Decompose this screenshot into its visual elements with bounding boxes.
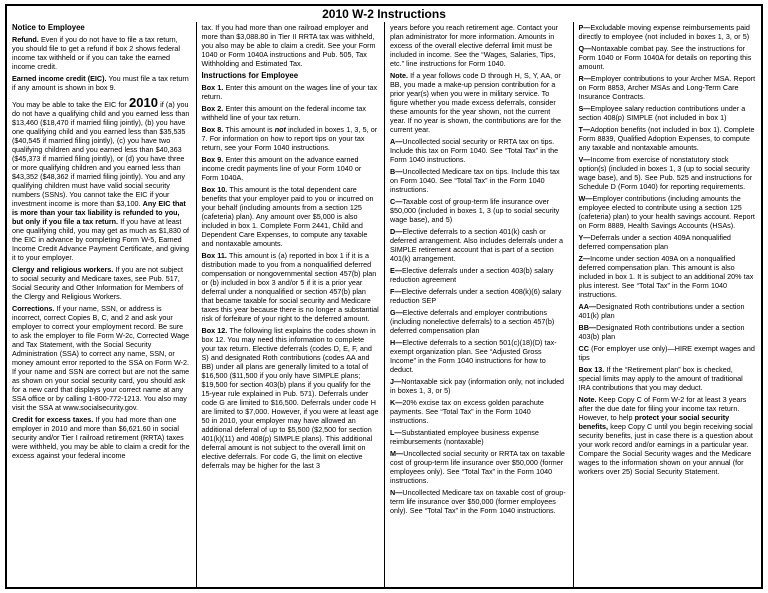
text-segment: (For employer use only)—HIRE exempt wages and tips — [578, 344, 755, 362]
paragraph — [202, 104, 380, 122]
paragraph — [390, 266, 568, 284]
text-segment: Enter this amount on the wages line of your tax return. — [201, 83, 378, 101]
text-segment: F— — [390, 287, 402, 296]
text-segment: 20% excise tax on excess golden parachute payments. See “Total Tax” in the Form 1040 instructions. — [390, 398, 544, 425]
text-segment: Box 1. — [201, 83, 224, 92]
text-segment: Designated Roth contributions under a section 403(b) plan — [578, 323, 745, 341]
text-segment: G— — [390, 308, 403, 317]
paragraph — [579, 302, 757, 320]
text-segment: Box 11. — [201, 251, 227, 260]
paragraph — [390, 428, 568, 446]
document-frame — [5, 4, 763, 589]
paragraph — [579, 254, 757, 299]
text-segment: E— — [390, 266, 402, 275]
paragraph — [12, 35, 191, 71]
text-segment: V— — [578, 155, 591, 164]
text-segment: Box 2. — [201, 104, 224, 113]
paragraph — [202, 185, 380, 248]
paragraph — [390, 287, 568, 305]
paragraph — [579, 23, 757, 41]
text-segment: Z— — [578, 254, 591, 263]
text-segment: T— — [578, 125, 591, 134]
text-segment: You may be able to take the EIC for — [12, 100, 130, 109]
paragraph — [202, 23, 380, 68]
paragraph — [202, 155, 380, 182]
paragraph — [12, 74, 191, 92]
text-segment: Any EIC that is more than your tax liability is refunded to you, but only if you file a tax return. — [12, 199, 186, 226]
text-segment: Earned income credit (EIC). — [12, 74, 107, 83]
text-segment: Taxable cost of group-term life insurance over $50,000 (included in boxes 1, 3 (up to social security wage base), and 5) — [390, 197, 560, 224]
text-segment: H— — [390, 338, 403, 347]
paragraph — [579, 344, 757, 362]
text-segment: This amount is (a) reported in box 1 if it is a distribution made to you from a nonqualified deferred compensation or nongovernmental section 457(b) plan or (b) included in box 3 and/or 5 if it is a prior year deferral under a nonqualified or section 457(b) plan that became taxable for social security and Medicare taxes this year because there is no longer a substantial risk of forfeiture of your right to the deferred amount. — [201, 251, 379, 323]
paragraph — [579, 365, 757, 392]
text-segment: included in boxes 1, 3, 5, or 7. For information on how to report tips on your tax return, see your Form 1040 instructions. — [201, 125, 378, 152]
paragraph — [202, 251, 380, 323]
text-segment: Keep Copy C of Form W-2 for at least 3 years after the due date for filing your income tax return. However, to help — [578, 395, 747, 422]
text-segment: Box 12. — [201, 326, 228, 335]
text-segment: Clergy and religious workers. — [12, 265, 114, 274]
paragraph — [12, 95, 191, 262]
text-segment: You must file a tax return if any amount is shown in box 9. — [12, 74, 189, 92]
paragraph — [390, 377, 568, 395]
text-segment: years before you reach retirement age. Contact your plan administrator for more information. Amounts in excess of the overall elective deferral limit must be included in income. See the “Wages, Salaries, Tips, etc.” line instructions for Form 1040. — [390, 23, 558, 68]
paragraph — [202, 83, 380, 101]
text-segment: Enter this amount on the advance earned income credit payments line of your Form 1040 or Form 1040A. — [201, 155, 362, 182]
paragraph — [579, 395, 757, 476]
paragraph — [390, 137, 568, 164]
text-segment: Box 8. — [201, 125, 224, 134]
text-segment: Box 10. — [201, 185, 228, 194]
text-segment: Y— — [578, 233, 591, 242]
text-segment: Notice to Employee — [12, 23, 85, 32]
text-segment: Employee salary reduction contributions under a section 408(p) SIMPLE (not included in box 1) — [578, 104, 746, 122]
text-segment: The following list explains the codes shown in box 12. You may need this information to complete your tax return. Elective deferrals (codes D, E, F, and S) and designated Roth contributions (codes AA and BB) under all plans are generally limited to a total of $16,500 ($11,500 if you only have SIMPLE plans; $19,500 for section 403(b) plans if you qualify for the 15-year rule explained in Pub. 571). Deferrals under code G are limited to $16,500. Deferrals under code H are limited to $7,000. However, if you were at least age 50 in 2010, your employer may have allowed an additional deferral of up to $5,500 ($2,500 for section 401(k)(11) and 408(p) SIMPLE plans). This additional deferral amount is not subject to the overall limit on elective deferrals. For code G, the limit on elective deferrals may be higher for the last 3 — [201, 326, 379, 470]
text-segment: Refund. — [12, 35, 39, 44]
text-column-1 — [7, 22, 196, 587]
text-segment: AA— — [578, 302, 597, 311]
text-segment: R— — [578, 74, 591, 83]
text-segment: P— — [578, 23, 591, 32]
text-segment: If your name, SSN, or address is incorrect, correct Copies B, C, and 2 and ask your employer to correct your employment record. Be sure to ask the employer to file Form W-2c, Corrected Wage and Tax Statement, with the Social Security Administration (SSA) to correct any name, SSN, or money amount error reported to the SSA on Form W-2. If your name and SSN are correct but are not the same as shown on your social security card, you should ask for a new card that displays your correct name at any SSA office or by calling 1-800-772-1213. You also may visit the SSA at www.socialsecurity.gov. — [12, 304, 190, 412]
text-segment: Enter this amount on the federal income tax withheld line of your tax return. — [201, 104, 366, 122]
text-segment: Designated Roth contributions under a section 401(k) plan — [578, 302, 745, 320]
text-segment: Note. — [578, 395, 597, 404]
paragraph — [390, 23, 568, 68]
paragraph — [12, 304, 191, 412]
text-segment: Box 9. — [201, 155, 224, 164]
text-segment: Employer contributions to your Archer MSA. Report on Form 8853, Archer MSAs and Long-Term Care Insurance Contracts. — [578, 74, 756, 101]
paragraph — [202, 125, 380, 152]
text-segment: Nontaxable sick pay (information only, not included in boxes 1, 3, or 5) — [390, 377, 565, 395]
page-title: 2010 W-2 Instructions — [322, 7, 446, 21]
paragraph — [12, 415, 191, 460]
text-segment: D— — [390, 227, 403, 236]
text-segment: Adoption benefits (not included in box 1). Complete Form 8839, Qualified Adoption Expenses, to compute any taxable and nontaxable amounts. — [578, 125, 755, 152]
text-segment: Nontaxable combat pay. See the instructions for Form 1040 or Form 1040A for details on reporting this amount. — [578, 44, 752, 71]
text-segment: If a year follows code D through H, S, Y, AA, or BB, you made a make-up pension contribution for a prior year(s) when you were in military service. To figure whether you made excess deferrals, consider these amounts for the year shown, not the current year. If no year is shown, the contributions are for the current year. — [390, 71, 561, 134]
paragraph — [390, 488, 568, 515]
columns-container — [7, 22, 761, 587]
text-segment: A— — [390, 137, 403, 146]
paragraph — [390, 197, 568, 224]
paragraph — [579, 194, 757, 230]
paragraph — [202, 326, 380, 470]
text-segment: K— — [390, 398, 403, 407]
paragraph — [390, 71, 568, 134]
paragraph — [579, 233, 757, 251]
text-segment: If you have at least one qualifying child, you may get as much as $1,830 of the EIC in advance by completing Form W-5, Earned Income Credit Advance Payment Certificate, and giving it to your employer. — [12, 217, 190, 262]
text-segment: If you are not subject to social security and Medicare taxes, see Pub. 517, Social Security and Other Information for Members of the Clergy and Religious Workers. — [12, 265, 184, 301]
text-segment: Box 13. — [578, 365, 605, 374]
section-heading — [12, 23, 191, 32]
paragraph — [579, 125, 757, 152]
text-segment: if (a) you do not have a qualifying child and you earned less than $13,460 ($18,470 if married filing jointly), (b) you have one qualifying child and you earned less than $35,535 ($40,545 if married filing jointly), (c) you have two qualifying children and you earned less than $40,363 ($45,373 if married filing jointly), or (d) you have three or more qualifying children and you earned less than $43,352 ($48,362 if married filing jointly). You and any qualifying children must have valid social security numbers (SSNs). You cannot take the EIC if your investment income is more than $3,100. — [12, 100, 190, 208]
text-segment: Deferrals under a section 409A nonqualified deferred compensation plan — [578, 233, 731, 251]
text-segment: N— — [390, 488, 403, 497]
text-segment: not — [274, 125, 286, 134]
text-segment: Note. — [390, 71, 408, 80]
paragraph — [12, 265, 191, 301]
text-segment: If the “Retirement plan” box is checked, special limits may apply to the amount of traditional IRA contributions that you may deduct. — [578, 365, 743, 392]
text-segment: This amount is — [223, 125, 275, 134]
text-segment: Substantiated employee business expense reimbursements (nontaxable) — [390, 428, 539, 446]
text-segment: Elective deferrals under a section 403(b) salary reduction agreement — [390, 266, 554, 284]
text-segment: Income from exercise of nonstatutory stock option(s) (included in boxes 1, 3 (up to social security wage base), and 5). See Pub. 525 and instructions for Schedule D (Form 1040) for reporting requirements. — [578, 155, 753, 191]
text-column-2 — [196, 22, 385, 587]
text-segment: Elective deferrals and employer contributions (including nonelective deferrals) to a section 457(b) deferred compensation plan — [390, 308, 555, 335]
text-segment: Excludable moving expense reimbursements paid directly to employee (not included in boxes 1, 3, or 5) — [578, 23, 750, 41]
text-segment: If you had more than one employer in 2010 and more than $6,621.60 in social security and/or Tier I railroad retirement (RRTA) taxes were withheld, you may be able to claim a credit for the excess against your federal income — [12, 415, 190, 460]
text-segment: W— — [578, 194, 593, 203]
text-segment: J— — [390, 377, 402, 386]
text-segment: CC — [578, 344, 589, 353]
text-segment: Q— — [578, 44, 592, 53]
paragraph — [390, 227, 568, 263]
text-segment: Even if you do not have to file a tax return, you should file to get a refund if box 2 shows federal income tax withheld or if you can take the earned income credit. — [12, 35, 181, 71]
paragraph — [390, 449, 568, 485]
text-segment: Uncollected social security or RRTA tax on tips. Include this tax on Form 1040. See “Total Tax” in the Form 1040 instructions. — [390, 137, 559, 164]
text-segment: Uncollected Medicare tax on taxable cost of group-term life insurance over $50,000 (former employees only). See “Total Tax” in the Form 1040 instructions. — [390, 488, 566, 515]
text-segment: Uncollected social security or RRTA tax on taxable cost of group-term life insurance over $50,000 (former employees only). See “Total Tax” in the Form 1040 instructions. — [390, 449, 565, 485]
paragraph — [579, 323, 757, 341]
text-column-4 — [573, 22, 762, 587]
paragraph — [579, 44, 757, 71]
text-segment: S— — [578, 104, 591, 113]
text-segment: Employer contributions (including amounts the employee elected to contribute using a section 125 (cafeteria) plan) to your health savings account. Report on Form 8889, Health Savings Accounts (HSAs). — [578, 194, 755, 230]
text-segment: B— — [390, 167, 403, 176]
text-column-3 — [384, 22, 573, 587]
text-segment: Corrections. — [12, 304, 55, 313]
text-segment: Elective deferrals to a section 401(k) cash or deferred arrangement. Also includes deferrals under a SIMPLE retirement account that is part of a section 401(k) arrangement. — [390, 227, 564, 263]
paragraph — [390, 167, 568, 194]
text-segment: protect your social security benefits, — [578, 413, 730, 431]
text-segment: Income under section 409A on a nonqualified deferred compensation plan. This amount is also included in box 1. It is subject to an additional 20% tax plus interest. See “Total Tax” in the Form 1040 instructions. — [578, 254, 754, 299]
paragraph — [390, 338, 568, 374]
text-segment: C— — [390, 197, 403, 206]
text-segment: BB— — [578, 323, 597, 332]
text-segment: M— — [390, 449, 404, 458]
paragraph — [579, 155, 757, 191]
text-segment: Credit for excess taxes. — [12, 415, 94, 424]
text-segment: Elective deferrals to a section 501(c)(18)(D) tax-exempt organization plan. See “Adjusted Gross Income” in the Form 1040 instructions for how to deduct. — [390, 338, 557, 374]
text-segment: Uncollected Medicare tax on tips. Include this tax on Form 1040. See “Total Tax” in the Form 1040 instructions. — [390, 167, 560, 194]
text-segment: 2010 — [129, 95, 158, 110]
text-segment: Elective deferrals under a section 408(k)(6) salary reduction SEP — [390, 287, 562, 305]
paragraph — [579, 74, 757, 101]
paragraph — [579, 104, 757, 122]
text-segment: Instructions for Employee — [201, 71, 299, 80]
paragraph — [390, 398, 568, 425]
text-segment: This amount is the total dependent care benefits that your employer paid to you or incurred on your behalf (including amounts from a section 125 (cafeteria) plan). Any amount over $5,000 is also included in box 1. Complete Form 2441, Child and Dependent Care Expenses, to compute any taxable and nontaxable amounts. — [201, 185, 374, 248]
paragraph — [390, 308, 568, 335]
text-segment: tax. If you had more than one railroad employer and more than $3,088.80 in Tier II RRTA tax was withheld, you also may be able to claim a credit. See your Form 1040 or Form 1040A instructions and Pub. 505, Tax Withholding and Estimated Tax. — [201, 23, 376, 68]
section-heading — [202, 71, 380, 80]
text-segment: L— — [390, 428, 402, 437]
text-segment: keep Copy C until you begin receiving social security benefits, just in case there is a question about your work record and/or earnings in a particular year. Compare the Social Security wages and the Medicare wages to the information shown on your annual (for workers over 25) Social Security Statement. — [578, 422, 753, 476]
